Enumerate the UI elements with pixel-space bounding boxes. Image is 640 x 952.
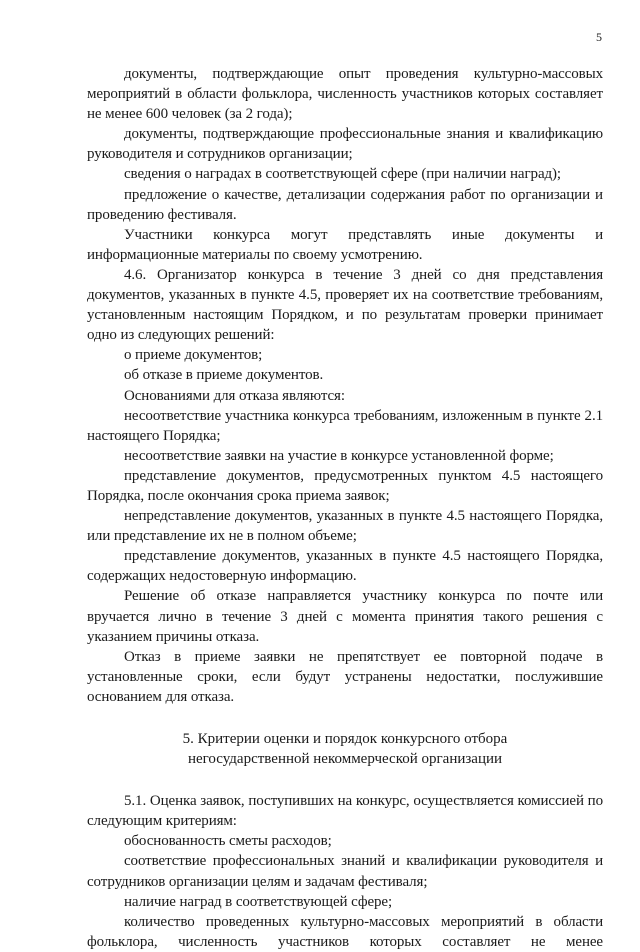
paragraph: наличие наград в соответствующей сфере; — [124, 893, 393, 910]
paragraph: представление документов, предусмотренных пунктом 4.5 настоящего Порядка, после окончания срока приема заявок; — [87, 467, 603, 504]
section-heading-line: негосударственной некоммерческой организации — [187, 751, 503, 768]
paragraph: несоответствие заявки на участие в конкурсе установленной форме; — [124, 447, 554, 464]
document-body — [87, 64, 603, 952]
paragraph: непредставление документов, указанных в пункте 4.5 настоящего Порядка, или представление их не в полном объеме; — [87, 508, 603, 545]
paragraph: предложение о качестве, детализации содержания работ по организации и проведению фестиваля. — [87, 186, 603, 223]
paragraph: 5.1. Оценка заявок, поступивших на конкурс, осуществляется комиссией по следующим критериям: — [87, 793, 603, 830]
paragraph: несоответствие участника конкурса требованиям, изложенным в пункте 2.1 настоящего Порядка; — [87, 407, 603, 444]
paragraph: соответствие профессиональных знаний и квалификации руководителя и сотрудников организации целям и задачам фестиваля; — [87, 853, 603, 890]
paragraph: о приеме документов; — [124, 347, 263, 364]
paragraph: документы, подтверждающие опыт проведения культурно-массовых мероприятий в области фольклора, численность участников которых составляет не менее 600 человек (за 2 года); — [87, 66, 603, 123]
paragraph: документы, подтверждающие профессиональные знания и квалификацию руководителя и сотрудников организации; — [87, 126, 603, 163]
paragraph: обоснованность сметы расходов; — [124, 833, 332, 850]
paragraph: Основаниями для отказа являются: — [124, 387, 345, 404]
page-number: 5 — [596, 30, 602, 44]
paragraph: 4.6. Организатор конкурса в течение 3 дней со дня представления документов, указанных в пункте 4.5, проверяет их на соответствие требованиям, установленным настоящим Порядком, и по результатам проверки принимает одно из следующих решений: — [87, 266, 603, 344]
paragraph: Решение об отказе направляется участнику конкурса по почте или вручается лично в течение 3 дней с момента принятия такого решения с указанием причины отказа. — [87, 588, 603, 645]
paragraph: Отказ в приеме заявки не препятствует ее повторной подаче в установленные сроки, если будут устранены недостатки, послужившие основанием для отказа. — [87, 648, 603, 705]
section-heading-line: 5. Критерии оценки и порядок конкурсного отбора — [182, 731, 508, 747]
section-spacer — [87, 769, 603, 791]
paragraph: сведения о наградах в соответствующей сфере (при наличии наград); — [124, 166, 561, 183]
section-heading — [87, 729, 603, 769]
paragraph: количество проведенных культурно-массовых мероприятий в области фольклора, численность участников которых составляет не менее — [87, 913, 603, 950]
paragraph: Участники конкурса могут представлять иные документы и информационные материалы по своему усмотрению. — [87, 226, 603, 263]
paragraph: представление документов, указанных в пункте 4.5 настоящего Порядка, содержащих недостоверную информацию. — [87, 548, 603, 585]
section-spacer — [87, 707, 603, 729]
paragraph: об отказе в приеме документов. — [124, 367, 324, 384]
